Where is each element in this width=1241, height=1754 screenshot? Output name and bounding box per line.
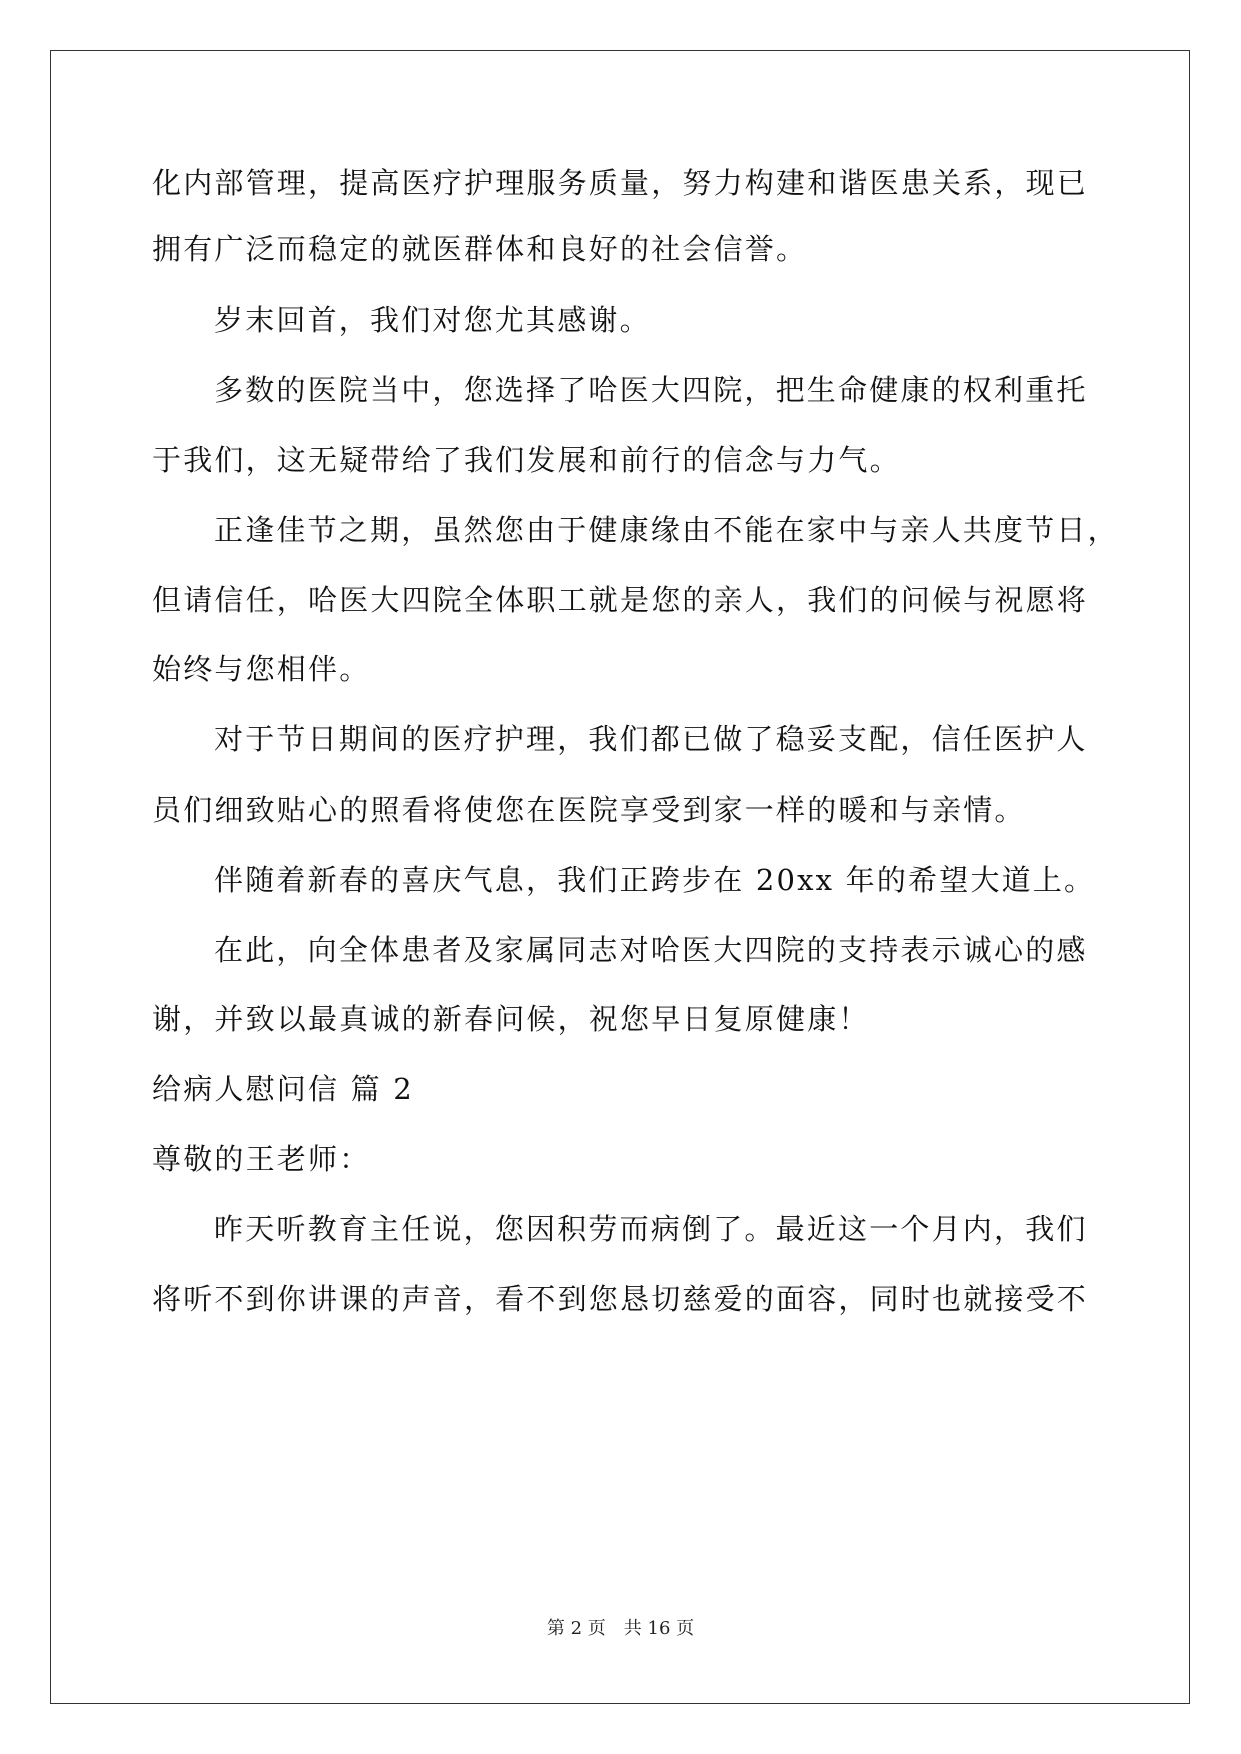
paragraph-line: 在此，向全体患者及家属同志对哈医大四院的支持表示诚心的感 — [214, 933, 1088, 967]
paragraph-line: 对于节日期间的医疗护理，我们都已做了稳妥支配，信任医护人 — [214, 722, 1088, 756]
page-footer — [0, 1617, 1241, 1641]
salutation: 尊敬的王老师： — [152, 1142, 371, 1176]
paragraph-line: 岁末回首，我们对您尤其感谢。 — [214, 303, 651, 337]
paragraph-line: 伴随着新春的喜庆气息，我们正跨步在 20xx 年的希望大道上。 — [214, 863, 1096, 897]
body-line: 员们细致贴心的照看将使您在医院享受到家一样的暖和与亲情。 — [152, 793, 1026, 827]
body-line: 化内部管理，提高医疗护理服务质量，努力构建和谐医患关系，现已 — [152, 166, 1089, 200]
body-line: 谢，并致以最真诚的新春问候，祝您早日复原健康！ — [152, 1002, 870, 1036]
body-line: 始终与您相伴。 — [152, 652, 371, 686]
body-line: 于我们，这无疑带给了我们发展和前行的信念与力气。 — [152, 443, 901, 477]
body-line: 拥有广泛而稳定的就医群体和良好的社会信誉。 — [152, 232, 808, 266]
section-heading: 给病人慰问信 篇 2 — [152, 1072, 414, 1106]
paragraph-line: 昨天听教育主任说，您因积劳而病倒了。最近这一个月内，我们 — [214, 1212, 1088, 1246]
body-line: 将听不到你讲课的声音，看不到您恳切慈爱的面容，同时也就接受不 — [152, 1282, 1089, 1316]
total-pages: 共 16 页 — [623, 1618, 695, 1639]
page-number: 第 2 页 — [546, 1618, 606, 1639]
paragraph-line: 正逢佳节之期，虽然您由于健康缘由不能在家中与亲人共度节日， — [214, 513, 1119, 547]
paragraph-line: 多数的医院当中，您选择了哈医大四院，把生命健康的权利重托 — [214, 373, 1088, 407]
body-line: 但请信任，哈医大四院全体职工就是您的亲人，我们的问候与祝愿将 — [152, 583, 1089, 617]
